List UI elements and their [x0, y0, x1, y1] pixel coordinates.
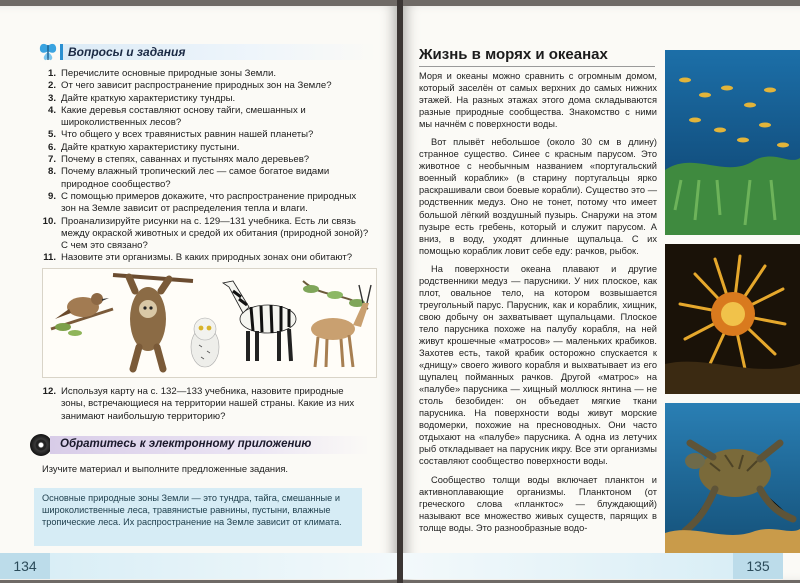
question-item — [40, 68, 370, 80]
summary-box: Основные природные зоны Земли — это тундра, тайга, смешанные и широколиственные леса, травянистые равнины, пустыни, влажные тропические леса. Их распространение на Земле зависит от климата. — [34, 488, 362, 546]
question-number: 6. — [47, 141, 56, 153]
question-item — [40, 80, 370, 92]
question-item — [40, 105, 370, 130]
question-number: 3. — [47, 92, 56, 104]
question-text: Дайте краткую характеристику пустыни. — [61, 141, 240, 153]
question-text: Что общего у всех травянистых равнин нашей планеты? — [61, 129, 314, 141]
butterfly-icon — [38, 42, 58, 62]
right-page — [403, 6, 800, 580]
animals-illustration — [42, 268, 377, 378]
question-item — [40, 93, 370, 105]
page-title: Жизнь в морях и океанах — [419, 46, 608, 63]
bird-illustration — [51, 293, 113, 336]
question-item-12 — [40, 386, 370, 423]
owl-illustration — [191, 318, 219, 367]
question-number: 4. — [47, 104, 56, 116]
title-divider — [419, 66, 655, 67]
zebra-illustration — [223, 281, 296, 361]
question-item — [40, 166, 370, 191]
question-text: Проанализируйте рисунки на с. 129—131 учебника. Есть ли связь между окраской животных и средой их обитания (природной зоной)? С чем это связано? — [61, 215, 369, 252]
question-text: Используя карту на с. 132—133 учебника, назовите природные зоны, встречающиеся на территории нашей страны. Какие из них занимают наибольшую территорию? — [61, 386, 355, 422]
article-body — [419, 70, 657, 540]
gazelle-illustration — [303, 281, 371, 367]
question-text: От чего зависит распространение природных зон на Земле? — [61, 80, 332, 92]
left-page — [0, 6, 397, 580]
questions-header — [38, 42, 378, 62]
footer-band — [50, 553, 397, 579]
disc-icon — [30, 434, 52, 456]
questions-list — [40, 68, 370, 265]
question-number: 2. — [47, 80, 56, 92]
question-text: Почему в степях, саваннах и пустынях мало деревьев? — [61, 154, 310, 166]
question-text: Дайте краткую характеристику тундры. — [61, 92, 236, 104]
question-item — [40, 252, 370, 264]
sea-anemone-photo — [665, 244, 800, 394]
questions-header-title: Вопросы и задания — [68, 45, 186, 59]
question-text: С помощью примеров докажите, что распространение природных зон на Земле зависит от распределения тепла и влаги. — [61, 190, 357, 215]
question-item — [40, 216, 370, 253]
electronic-app-text: Изучите материал и выполните предложенные задания. — [42, 463, 289, 474]
electronic-app-title: Обратитесь к электронному приложению — [60, 438, 312, 450]
fish-school-photo — [665, 50, 800, 235]
photo-column — [665, 50, 800, 562]
question-item — [40, 142, 370, 154]
question-item — [40, 129, 370, 141]
paragraph: Моря и океаны можно сравнить с огромным домом, который заселён от самых верхних до самых нижних этажей. На разных этажах этого дома складываются разные природные сообщества. Знакомство с ними мы начнём с поверхности воды. — [419, 71, 657, 130]
question-item — [40, 191, 370, 216]
question-item — [40, 154, 370, 166]
question-number: 7. — [47, 154, 56, 166]
sea-turtle-photo — [665, 403, 800, 553]
paragraph: Вот плывёт небольшое (около 30 см в длину) странное существо. Синее с красным парусом. Это животное с необычным названием «португальский военный кораблик» (в старину португальцы ярко раскрашивали свои боевые корабли). Существо это — родственник медуз. Оно не тонет, потому что имеет большой лёгкий воздушный пузырь. Снаружи на этом пузыре есть гребень, который и служит парусом. А вниз, в воду, уходят длинные щупальца. С их помощью кораблик ловит себе еду: рачков, рыбок. — [419, 137, 657, 256]
question-number: 8. — [47, 166, 56, 178]
electronic-app-header — [30, 434, 380, 456]
page-number-left: 134 — [0, 553, 50, 579]
question-number: 12. — [42, 386, 56, 397]
question-text: Перечислите основные природные зоны Земли. — [61, 68, 277, 79]
question-number: 1. — [47, 68, 56, 79]
question-number: 5. — [47, 129, 56, 141]
question-text: Назовите эти организмы. В каких природных зонах они обитают? — [61, 252, 353, 264]
question-text: Какие деревья составляют основу тайги, смешанных и широколиственных лесов? — [61, 104, 306, 129]
footer-band — [403, 553, 733, 579]
question-text: Почему влажный тропический лес — самое богатое видами природное сообщество? — [61, 166, 330, 190]
question-number: 9. — [47, 190, 56, 202]
paragraph: Сообщество толщи воды включает планктон и активноплавающие организмы. Планктоном (от греческого слова «планктос» — блуждающий) называют все множество живых существ, парящих в толще воды. Это разнообразные водо- — [419, 474, 657, 533]
question-number: 10. — [42, 215, 56, 227]
page-number-right: 135 — [733, 553, 783, 579]
sloth-illustration — [113, 275, 193, 369]
question-number: 11. — [43, 252, 56, 264]
paragraph: На поверхности океана плавают и другие родственники медуз — парусники. У них плоское, как плот, овальное тело, на котором возвышается треугольный парус. Парусник, как и кораблик, хищник, свою добычу он захватывает щупальцами. Плоское тело парусника похоже на палубу корабля, на ней живут крошечные «матросов» — маленьких крабиков. Захотев есть, такой крабик осторожно спускается к «днищу» своего живого корабля и выхватывает из его щупалец пойманных рачков. Другой «матрос» на «палубе» парусника — хищный моллюск янтина — не столь безобиден: он объедает мягкие ткани парусника. На поверхности воды живут морские водомерки, похожие на пресноводных. Они часто отдыхают на «палубе» парусника. А одна из летучих рыб откладывает на парусник икру. Все эти организмы составляют сообщество поверхности воды. — [419, 263, 657, 467]
